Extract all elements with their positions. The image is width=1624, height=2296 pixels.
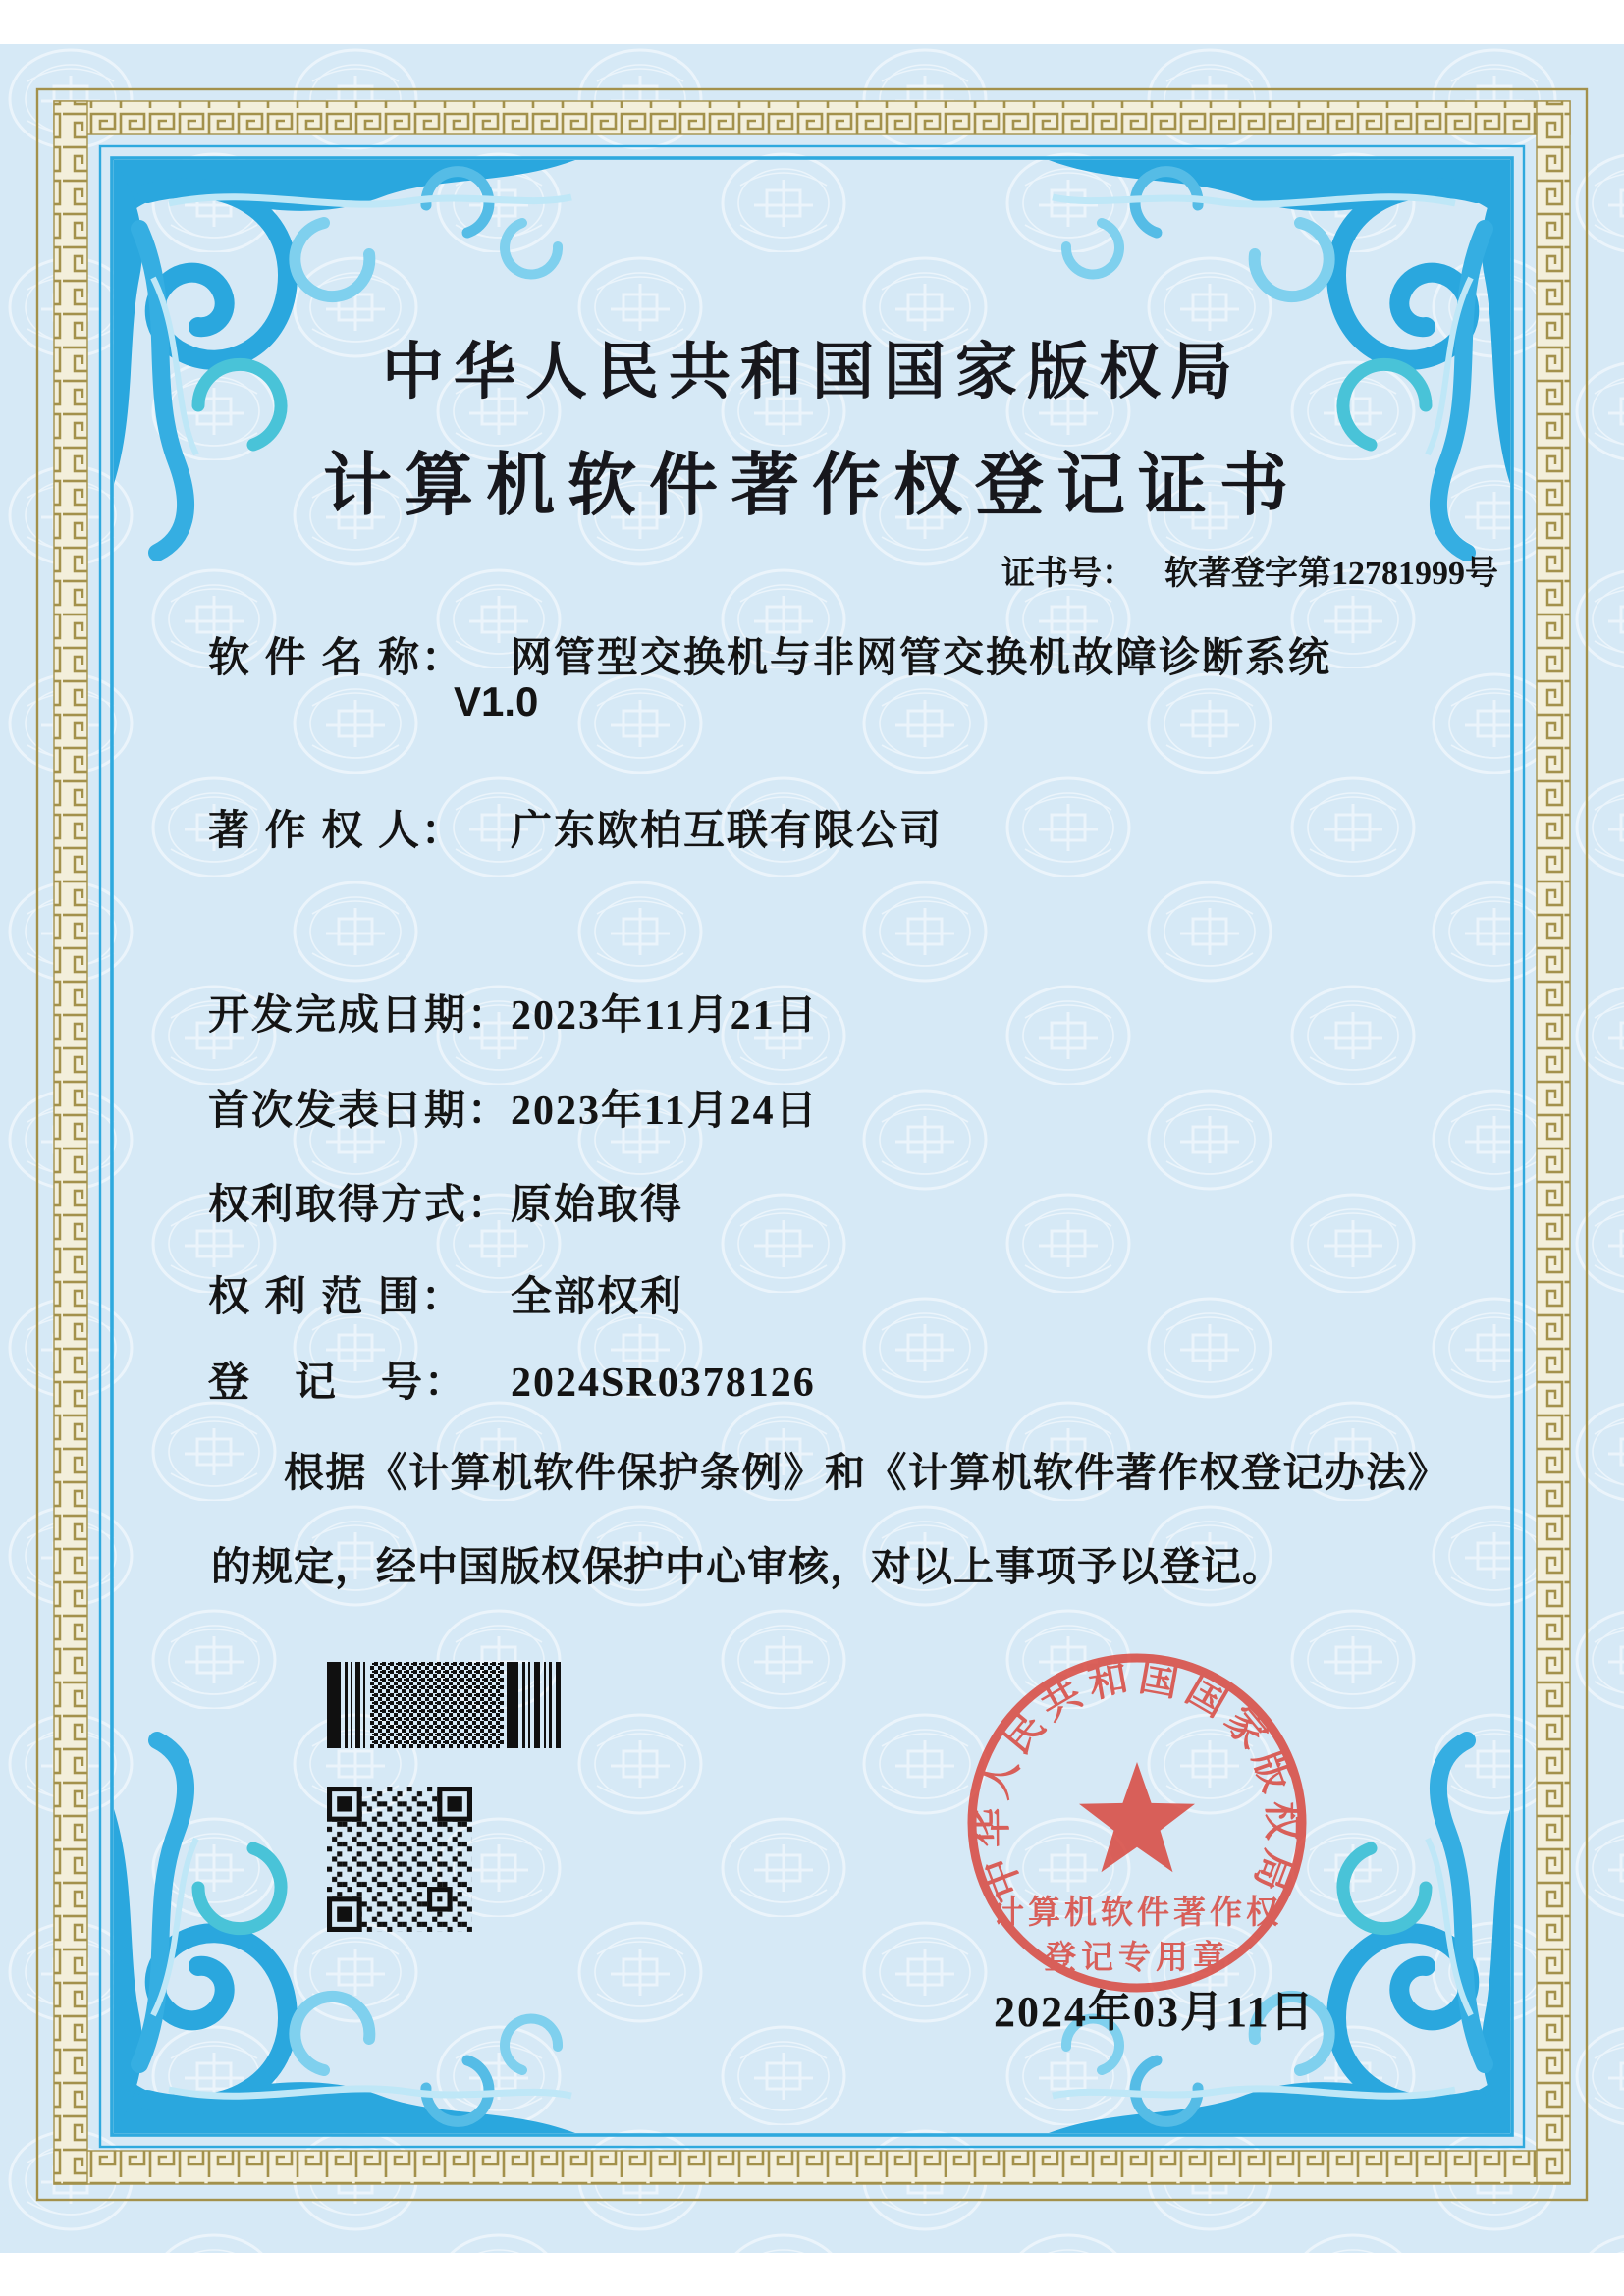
field-label: 软 件 名 称： <box>208 634 465 680</box>
software-version-line: V1.0 <box>454 678 539 724</box>
field-row-dev-complete-date <box>208 983 819 1041</box>
official-seal <box>962 1648 1312 1998</box>
field-row-copyright-owner <box>208 798 943 857</box>
field-value: 全部权利 <box>511 1273 684 1319</box>
certificate-number <box>1001 546 1498 594</box>
certificate-number-value: 软著登字第12781999号 <box>1164 556 1498 592</box>
field-label: 权利取得方式： <box>208 1181 512 1227</box>
seal-ring-text: 中华人民共和国国家版权局 <box>970 1655 1304 1903</box>
qr-code-graphic <box>327 1787 472 1932</box>
authority-title: 中华人民共和国国家版权局 <box>382 338 1242 406</box>
field-label: 登 记 号： <box>208 1359 468 1405</box>
registration-statement: 根据《计算机软件保护条例》和《计算机软件著作权登记办法》的规定，经中国版权保护中心审核，对以上事项予以登记。 <box>211 1450 1429 1589</box>
field-value: 2023年11月24日 <box>511 1089 819 1134</box>
field-value: 广东欧柏互联有限公司 <box>511 807 944 853</box>
field-value: 原始取得 <box>511 1181 684 1227</box>
barcode-graphic <box>327 1662 563 1748</box>
field-label: 权 利 范 围： <box>208 1273 465 1319</box>
field-value: 2023年11月21日 <box>511 993 819 1039</box>
field-label: 开发完成日期： <box>208 991 512 1038</box>
field-row-rights-scope <box>208 1264 683 1323</box>
certificate-title: 计算机软件著作权登记证书 <box>323 447 1301 523</box>
field-value: 2024SR0378126 <box>511 1361 816 1406</box>
seal-line1: 计算机软件著作权 <box>992 1894 1282 1930</box>
field-row-rights-acquisition <box>208 1172 683 1231</box>
field-row-software-name <box>208 625 1331 684</box>
issue-date: 2024年03月11日 <box>994 1988 1316 2036</box>
seal-line2: 登记专用章 <box>1044 1939 1230 1975</box>
field-value: 网管型交换机与非网管交换机故障诊断系统 <box>511 634 1332 680</box>
star-icon <box>1079 1762 1195 1872</box>
field-row-registration-number <box>208 1350 816 1409</box>
field-label: 著 作 权 人： <box>208 807 465 853</box>
certificate-number-label: 证书号： <box>1001 556 1135 592</box>
field-row-first-publish-date <box>208 1078 819 1137</box>
field-label: 首次发表日期： <box>208 1087 512 1133</box>
